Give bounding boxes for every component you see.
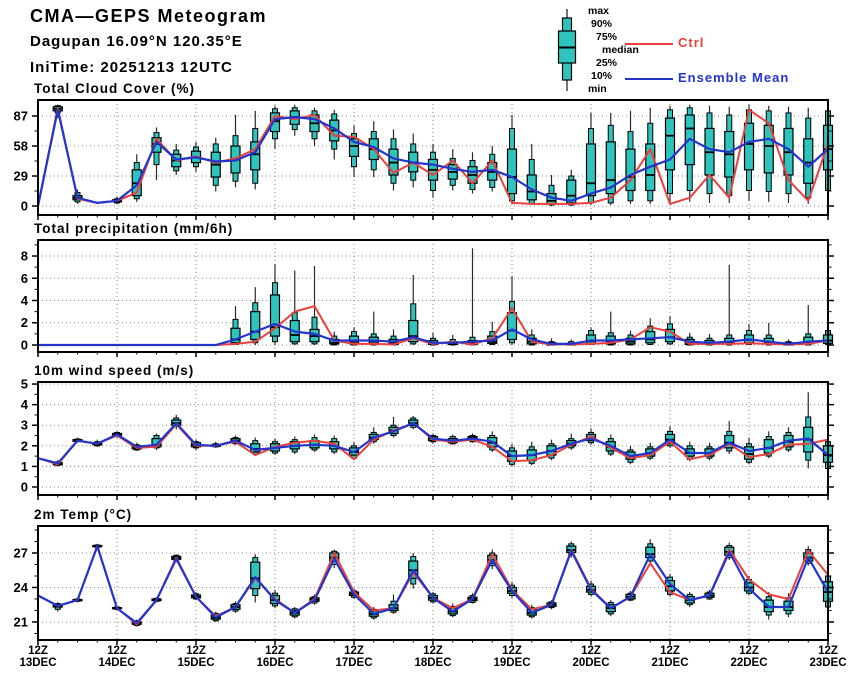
x-axis-date-label: 16DEC bbox=[256, 657, 294, 669]
ctrl-label: Ctrl bbox=[678, 35, 705, 50]
y-tick-label: 1 bbox=[20, 458, 28, 474]
legend-label-75pct: 75% bbox=[596, 31, 618, 43]
x-axis-date-label: 19DEC bbox=[493, 657, 531, 669]
x-axis-date-label: 13DEC bbox=[19, 657, 57, 669]
x-axis-date-label: 21DEC bbox=[651, 657, 689, 669]
x-axis-time-label: 12Z bbox=[186, 645, 206, 657]
x-axis-time-label: 12Z bbox=[739, 645, 759, 657]
box-25-75 bbox=[508, 149, 517, 193]
page-title: CMA—GEPS Meteogram bbox=[30, 6, 268, 26]
y-tick-label: 4 bbox=[20, 397, 28, 413]
x-axis-time-label: 12Z bbox=[344, 645, 364, 657]
x-axis-time-label: 12Z bbox=[28, 645, 48, 657]
legend-label-10pct: 10% bbox=[591, 70, 613, 82]
legend-label-min: min bbox=[588, 83, 607, 95]
y-tick-label: 0 bbox=[20, 479, 28, 495]
x-axis-date-label: 18DEC bbox=[414, 657, 452, 669]
x-axis-time-label: 12Z bbox=[423, 645, 443, 657]
y-tick-label: 5 bbox=[20, 376, 28, 392]
legend bbox=[550, 5, 850, 95]
panel-title: Total Cloud Cover (%) bbox=[34, 81, 195, 96]
y-tick-label: 27 bbox=[13, 545, 28, 561]
y-tick-label: 87 bbox=[13, 108, 28, 124]
y-tick-label: 4 bbox=[20, 293, 28, 309]
panel-title: Total precipitation (mm/6h) bbox=[34, 221, 234, 236]
box-25-75 bbox=[587, 144, 596, 196]
x-axis-time-label: 12Z bbox=[265, 645, 285, 657]
ctrl-line bbox=[38, 546, 828, 624]
location-line: Dagupan 16.09°N 120.35°E bbox=[30, 33, 243, 50]
x-axis-time-label: 12Z bbox=[581, 645, 601, 657]
x-axis-time-label: 12Z bbox=[660, 645, 680, 657]
y-tick-label: 3 bbox=[20, 417, 28, 433]
y-tick-label: 21 bbox=[13, 614, 28, 630]
y-tick-label: 58 bbox=[13, 138, 28, 154]
y-tick-label: 0 bbox=[20, 198, 28, 214]
box-25-75 bbox=[745, 123, 754, 170]
x-axis-date-label: 14DEC bbox=[98, 657, 136, 669]
x-axis-time-label: 12Z bbox=[107, 645, 127, 657]
x-axis-date-label: 20DEC bbox=[572, 657, 610, 669]
legend-label-25pct: 25% bbox=[596, 57, 618, 69]
y-tick-label: 2 bbox=[20, 438, 28, 454]
box-25-75 bbox=[508, 313, 517, 340]
panel-title: 2m Temp (°C) bbox=[34, 507, 133, 522]
ensemble-mean-label: Ensemble Mean bbox=[678, 70, 790, 85]
boxplot-legend-glyph bbox=[552, 6, 584, 94]
ctrl-line-swatch bbox=[625, 43, 673, 45]
ensemble-mean-line-swatch bbox=[625, 78, 673, 80]
legend-label-median: median bbox=[602, 44, 639, 56]
x-axis-date-label: 17DEC bbox=[335, 657, 373, 669]
legend-label-90pct: 90% bbox=[591, 18, 613, 30]
y-tick-label: 8 bbox=[20, 248, 28, 264]
x-axis-time-label: 12Z bbox=[502, 645, 522, 657]
ensemble-mean-line bbox=[38, 546, 828, 623]
y-tick-label: 6 bbox=[20, 270, 28, 286]
box-25-75 bbox=[666, 118, 675, 170]
box-25-75 bbox=[251, 312, 260, 340]
y-tick-label: 24 bbox=[13, 579, 28, 595]
x-axis-date-label: 22DEC bbox=[730, 657, 768, 669]
y-tick-label: 2 bbox=[20, 315, 28, 331]
box-25-75 bbox=[626, 149, 635, 190]
box-25-75 bbox=[804, 139, 813, 183]
x-axis-date-label: 15DEC bbox=[177, 657, 215, 669]
x-axis-time-label: 12Z bbox=[818, 645, 838, 657]
panel-title: 10m wind speed (m/s) bbox=[34, 363, 195, 378]
legend-label-max: max bbox=[588, 5, 610, 17]
inittime-line: IniTime: 20251213 12UTC bbox=[30, 59, 233, 76]
y-tick-label: 29 bbox=[13, 168, 28, 184]
x-axis-date-label: 23DEC bbox=[809, 657, 847, 669]
y-tick-label: 0 bbox=[20, 337, 28, 353]
